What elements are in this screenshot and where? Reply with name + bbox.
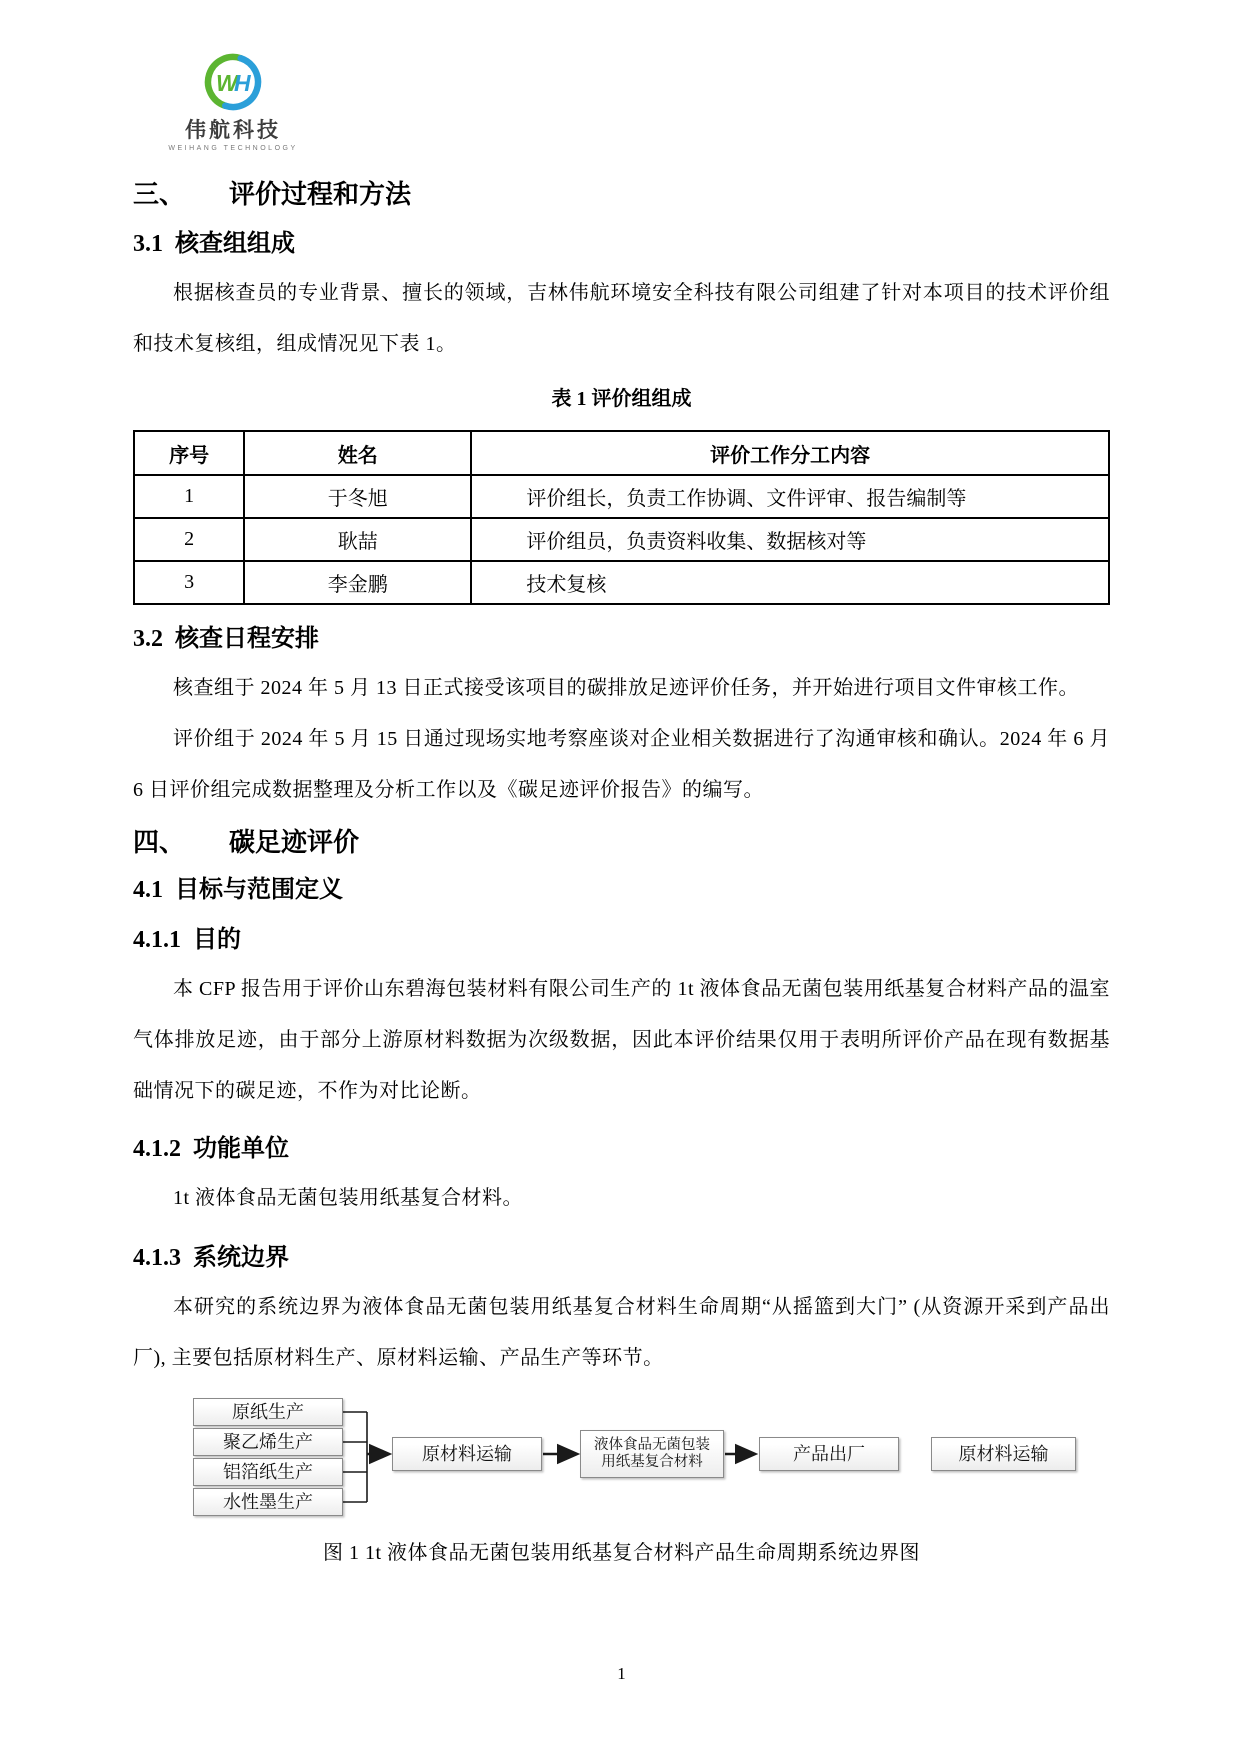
heading-number: 四、 (133, 828, 186, 857)
heading-number: 3.2 (133, 626, 163, 652)
heading-number: 4.1.1 (133, 927, 181, 953)
heading-chapter-4 (133, 826, 1110, 860)
col-header-name: 姓名 (244, 431, 471, 475)
figure-1-caption: 图 1 1t 液体食品无菌包装用纸基复合材料产品生命周期系统边界图 (322, 1542, 921, 1564)
logo-brand-en: WEIHANG TECHNOLOGY (168, 145, 298, 152)
diagram-box-waterbased-ink-production: 水性墨生产 (193, 1488, 343, 1516)
logo-circle-icon (201, 52, 265, 112)
heading-title: 系统边界 (193, 1245, 289, 1271)
logo-monogram-w: W (216, 70, 238, 96)
cell-duty: 评价组员，负责资料收集、数据核对等 (471, 518, 1109, 561)
diagram-box-raw-material-transport: 原材料运输 (392, 1437, 542, 1471)
heading-4-1-3 (133, 1242, 1110, 1274)
company-logo (163, 52, 303, 152)
table-row (134, 475, 1109, 518)
col-header-index: 序号 (134, 431, 244, 475)
paragraph-schedule-1: 核查组于 2024 年 5 月 13 日正式接受该项目的碳排放足迹评价任务，并开始进行项目文件审核工作。 (173, 677, 1079, 699)
diagram-box-product-line2: 用纸基复合材料 (601, 1454, 703, 1470)
cell-index: 3 (134, 561, 244, 604)
table-row (134, 518, 1109, 561)
heading-title: 评价过程和方法 (229, 180, 412, 209)
cell-name: 于冬旭 (244, 475, 471, 518)
heading-4-1-1 (133, 924, 1110, 956)
system-boundary-diagram (191, 1398, 1091, 1513)
cell-index: 2 (134, 518, 244, 561)
heading-title: 目标与范围定义 (175, 877, 343, 903)
heading-chapter-3 (133, 178, 1110, 212)
heading-number: 4.1.3 (133, 1245, 181, 1271)
heading-number: 4.1.2 (133, 1136, 181, 1162)
col-header-duty: 评价工作分工内容 (471, 431, 1109, 475)
cell-duty: 技术复核 (471, 561, 1109, 604)
diagram-box-base-paper-production: 原纸生产 (193, 1398, 343, 1426)
heading-title: 碳足迹评价 (229, 828, 360, 857)
logo-brand-cn: 伟航科技 (185, 119, 281, 142)
heading-4-1 (133, 874, 1110, 906)
diagram-box-aluminum-foil-production: 铝箔纸生产 (193, 1458, 343, 1486)
heading-title: 核查组组成 (175, 231, 295, 257)
diagram-box-product-exit-factory: 产品出厂 (759, 1437, 899, 1471)
table-row (134, 561, 1109, 604)
paragraph-system-boundary: 本研究的系统边界为液体食品无菌包装用纸基复合材料生命周期“从摇篮到大门” (从资源开采到产品出厂), 主要包括原材料生产、原材料运输、产品生产等环节。 (133, 1296, 1110, 1369)
heading-3-2 (133, 623, 1110, 655)
logo-monogram-h: H (234, 70, 251, 96)
paragraph-functional-unit: 1t 液体食品无菌包装用纸基复合材料。 (173, 1187, 524, 1209)
heading-number: 4.1 (133, 877, 163, 903)
page-number: 1 (617, 1664, 626, 1683)
heading-number: 三、 (133, 180, 186, 209)
heading-number: 3.1 (133, 231, 163, 257)
diagram-box-product-line1: 液体食品无菌包装 (594, 1437, 710, 1454)
cell-name: 李金鹏 (244, 561, 471, 604)
table-header-row (134, 431, 1109, 475)
table-1-title: 表 1 评价组组成 (551, 388, 692, 410)
diagram-box-product-material (580, 1430, 724, 1478)
diagram-box-polyethylene-production: 聚乙烯生产 (193, 1428, 343, 1456)
heading-title: 功能单位 (193, 1136, 289, 1162)
cell-duty: 评价组长，负责工作协调、文件评审、报告编制等 (471, 475, 1109, 518)
paragraph-purpose: 本 CFP 报告用于评价山东碧海包装材料有限公司生产的 1t 液体食品无菌包装用纸基复合材料产品的温室气体排放足迹，由于部分上游原材料数据为次级数据，因此本评价结果仅用于表明所评价产品在现有数据基础情况下的碳足迹，不作为对比论断。 (133, 978, 1110, 1102)
cell-name: 耿喆 (244, 518, 471, 561)
paragraph-schedule-2: 评价组于 2024 年 5 月 15 日通过现场实地考察座谈对企业相关数据进行了沟通审核和确认。2024 年 6 月 6 日评价组完成数据整理及分析工作以及《碳足迹评价报告》的编写。 (133, 728, 1110, 801)
paragraph-team-composition: 根据核查员的专业背景、擅长的领域，吉林伟航环境安全科技有限公司组建了针对本项目的技术评价组和技术复核组，组成情况见下表 1。 (133, 282, 1110, 355)
evaluation-team-table (133, 430, 1110, 605)
heading-3-1 (133, 228, 1110, 260)
heading-title: 目的 (193, 927, 241, 953)
diagram-box-raw-material-transport-2: 原材料运输 (931, 1437, 1076, 1471)
heading-title: 核查日程安排 (175, 626, 319, 652)
heading-4-1-2 (133, 1133, 1110, 1165)
cell-index: 1 (134, 475, 244, 518)
